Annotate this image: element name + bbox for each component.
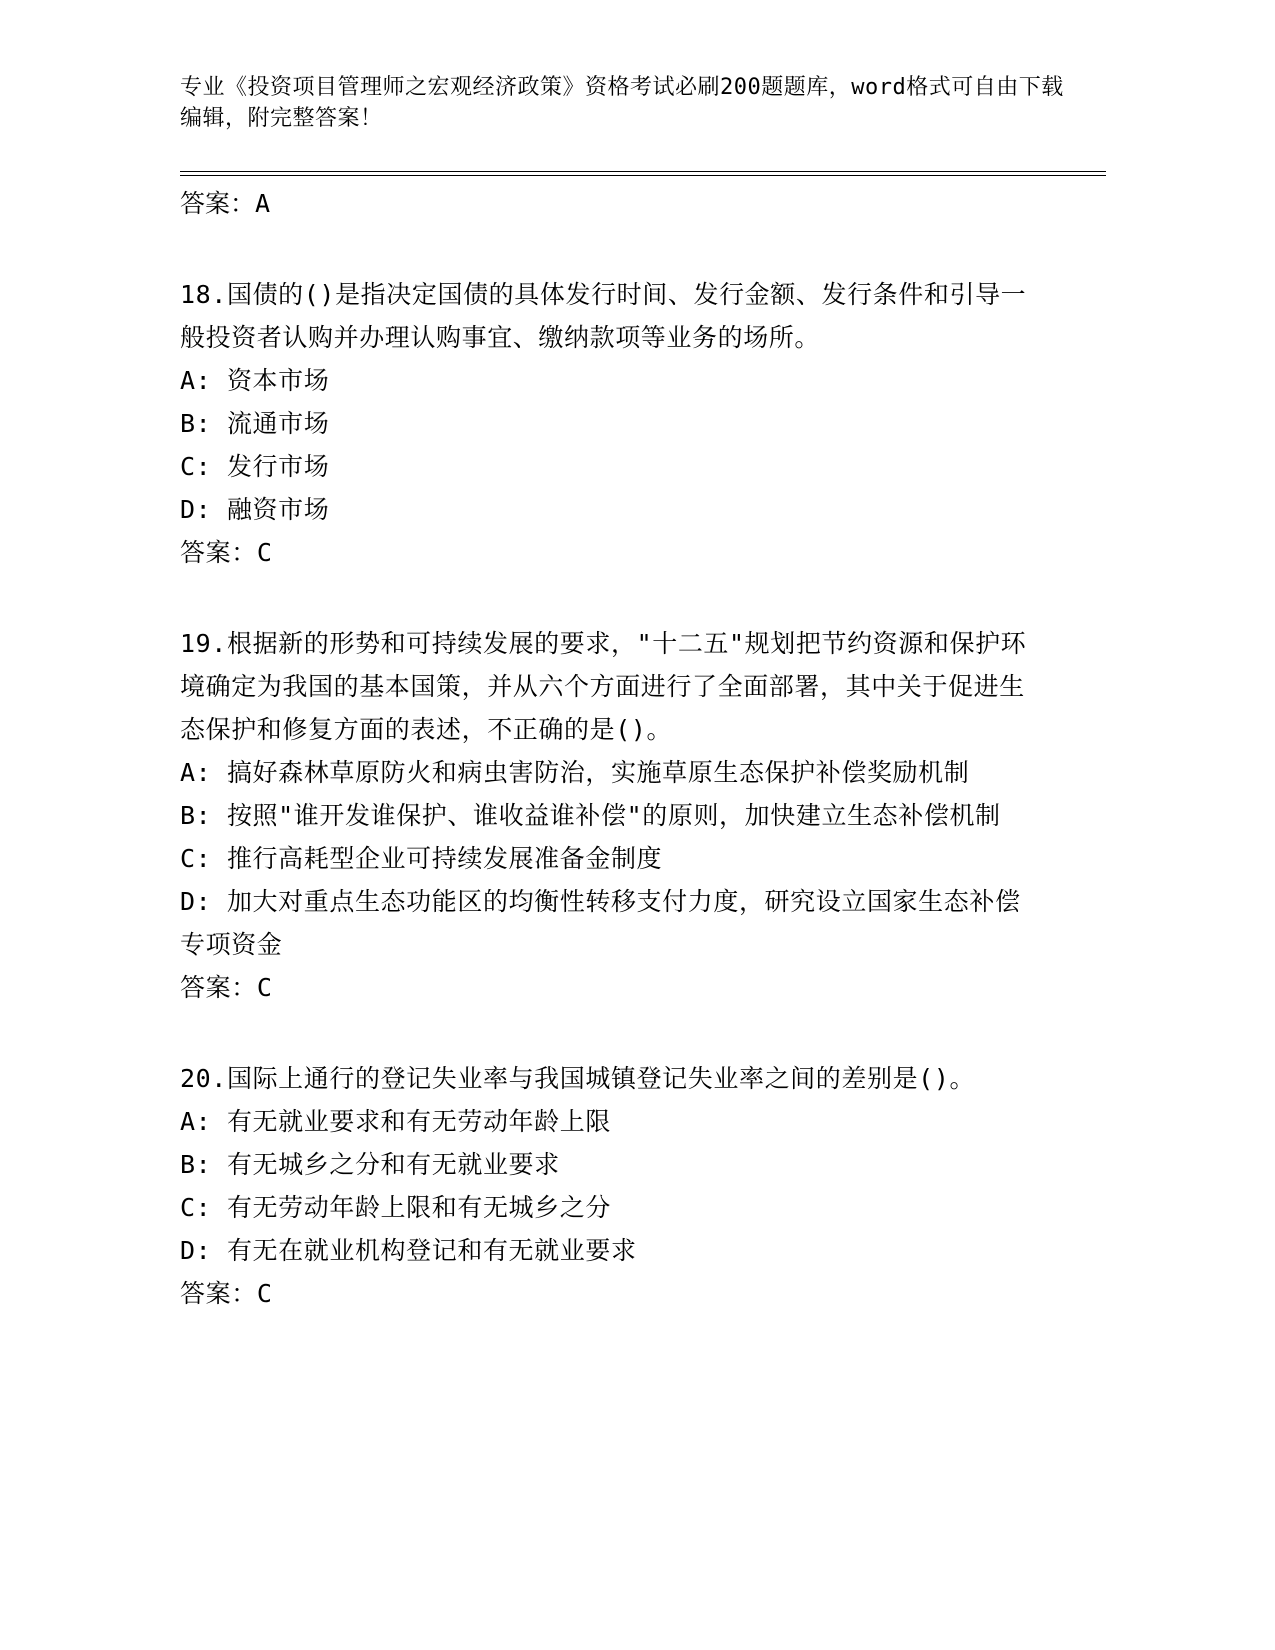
document-body [180,182,1030,1315]
question-text [180,273,1030,359]
answer-label: 答案： [180,189,256,218]
answer-line [180,1272,1030,1315]
question-20 [180,1057,1030,1315]
question-text [180,622,1030,751]
question-stem: 根据新的形势和可持续发展的要求，"十二五"规划把节约资源和保护环境确定为我国的基本国策，并从六个方面进行了全面部署，其中关于促进生态保护和修复方面的表述，不正确的是()。 [180,629,1027,744]
answer-value: C [256,1279,273,1308]
question-gap [180,1009,1030,1057]
answer-line [180,966,1030,1009]
option-d: D: 融资市场 [180,495,330,524]
question-number: 19. [180,629,227,658]
answer-label: 答案： [180,973,257,1002]
answer-line [180,182,1030,225]
question-number: 18. [180,280,227,309]
question-text [180,1057,1030,1100]
option-d: D: 加大对重点生态功能区的均衡性转移支付力度，研究设立国家生态补偿专项资金 [180,887,1021,959]
answer-line [180,531,1030,574]
answer-label: 答案： [180,538,257,567]
question-18 [180,273,1030,574]
option-b: B: 按照"谁开发谁保护、谁收益谁补偿"的原则，加快建立生态补偿机制 [180,801,1001,830]
question-gap [180,225,1030,273]
header-divider-bottom [180,175,1106,176]
question-stem: 国债的()是指决定国债的具体发行时间、发行金额、发行条件和引导一般投资者认购并办理认购事宜、缴纳款项等业务的场所。 [180,280,1027,352]
question-stem: 国际上通行的登记失业率与我国城镇登记失业率之间的差别是()。 [226,1064,976,1093]
option-b: B: 流通市场 [180,409,330,438]
answer-label: 答案： [180,1279,257,1308]
answer-value: C [256,538,273,567]
option-b: B: 有无城乡之分和有无就业要求 [180,1150,560,1179]
answer-value: A [255,189,271,218]
header-divider-top [180,171,1106,172]
question-19 [180,622,1030,1009]
option-a: A: 搞好森林草原防火和病虫害防治，实施草原生态保护补偿奖励机制 [180,758,970,787]
question-gap [180,574,1030,622]
document-header: 专业《投资项目管理师之宏观经济政策》资格考试必刷200题题库，word格式可自由下载编辑，附完整答案！ [180,75,1064,131]
option-c: C: 推行高耗型企业可持续发展准备金制度 [180,844,663,873]
option-d: D: 有无在就业机构登记和有无就业要求 [180,1236,637,1265]
option-c: C: 有无劳动年龄上限和有无城乡之分 [180,1193,611,1222]
option-a: A: 资本市场 [180,366,330,395]
option-c: C: 发行市场 [180,452,330,481]
question-number: 20. [180,1064,227,1093]
option-a: A: 有无就业要求和有无劳动年龄上限 [180,1107,611,1136]
answer-value: C [256,973,273,1002]
